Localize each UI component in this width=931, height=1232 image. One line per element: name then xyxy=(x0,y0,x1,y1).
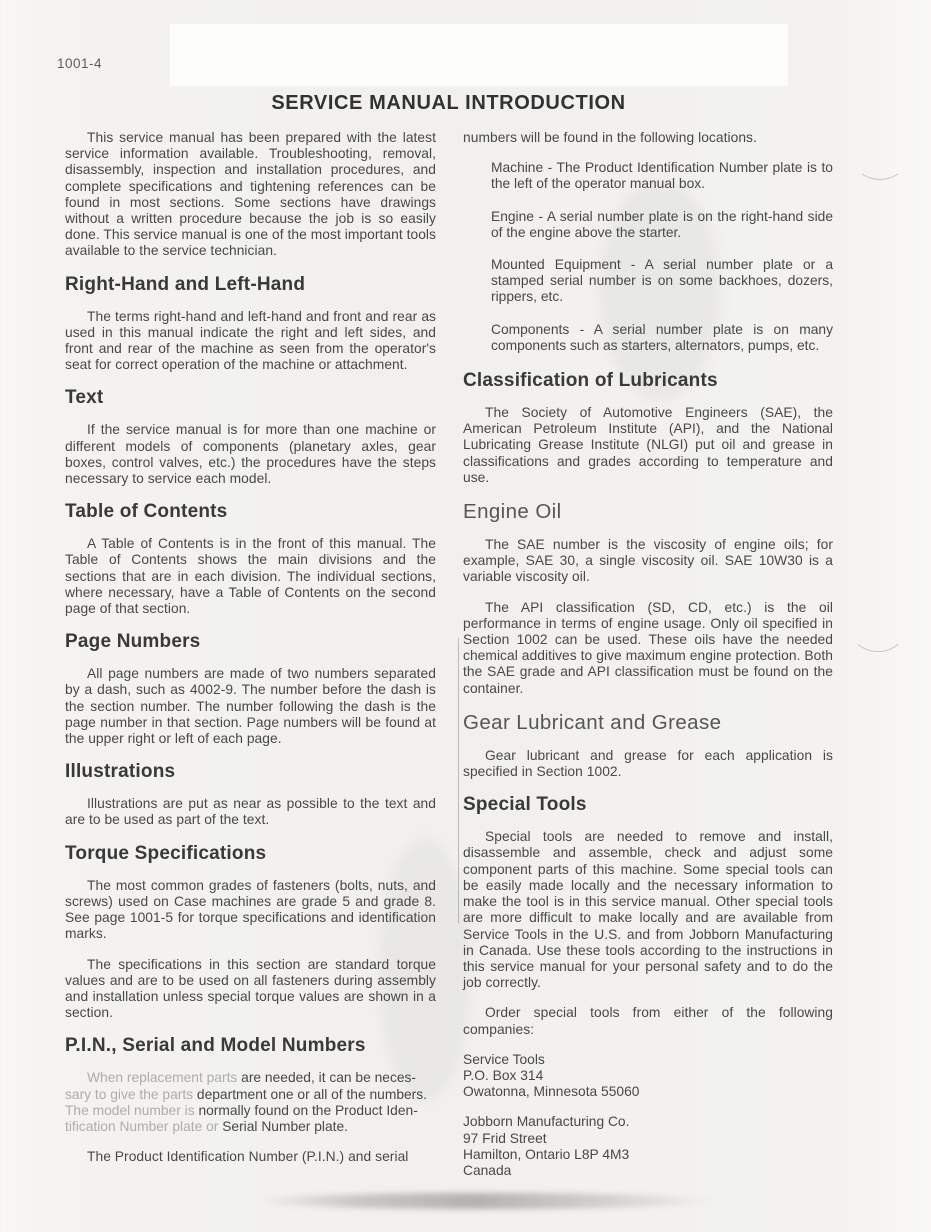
location-item-components: Components - A serial number plate is on many components such as starters, alternators, pumps, etc. xyxy=(491,321,833,353)
section-heading-special-tools: Special Tools xyxy=(463,794,587,816)
address-line: 97 Frid Street xyxy=(463,1130,547,1146)
address-line: Hamilton, Ontario L8P 4M3 xyxy=(463,1146,630,1162)
section-heading-lubricants: Classification of Lubricants xyxy=(463,370,718,392)
section-heading-torque: Torque Specifications xyxy=(65,842,267,864)
continuation-paragraph: numbers will be found in the following locations. xyxy=(463,130,757,145)
special-tools-paragraph-2: Order special tools from either of the following companies: xyxy=(463,1005,833,1037)
address-jobborn xyxy=(463,1114,833,1179)
page-number: 1001-4 xyxy=(57,56,103,71)
faded-text: tification Number plate or xyxy=(65,1118,219,1134)
address-line: Jobborn Manufacturing Co. xyxy=(463,1114,630,1130)
pin-line-text: are needed, it can be neces- xyxy=(237,1070,417,1086)
section-heading-text: Text xyxy=(65,387,104,409)
page-numbers-paragraph: All page numbers are made of two numbers separated by a dash, such as 4002-9. The number before the dash is the section number. The number following the dash is the page number in that section. Page numbers will be found at the upper right or left of each page. xyxy=(65,666,436,747)
left-column xyxy=(65,130,436,1179)
section-heading-engine-oil: Engine Oil xyxy=(463,500,562,524)
scan-white-patch xyxy=(170,24,788,86)
scan-smudge xyxy=(255,1193,715,1209)
illustrations-paragraph: Illustrations are put as near as possible to the text and are to be used as part of the text. xyxy=(65,796,436,828)
scan-fold-line xyxy=(458,638,459,923)
address-line: Service Tools xyxy=(463,1051,545,1067)
section-heading-gear-lubricant: Gear Lubricant and Grease xyxy=(463,710,722,734)
engine-oil-paragraph-2: The API classification (SD, CD, etc.) is the oil performance in terms of engine usage. Only oil specified in Section 1002 can be used. These oils have the needed chemical additives to give maximum engine protection. Both the SAE grade and API classification must be found on the container. xyxy=(463,599,833,696)
page-title: SERVICE MANUAL INTRODUCTION xyxy=(271,92,626,114)
section-heading-table-of-contents: Table of Contents xyxy=(65,501,228,523)
pin-line-text: normally found on the Product Iden- xyxy=(194,1102,418,1118)
pin-line-text: Serial Number plate. xyxy=(218,1118,348,1134)
lubricants-paragraph: The Society of Automotive Engineers (SAE), the American Petroleum Institute (API), and the National Lubricating Grease Institute (NLGI) put oil and grease in classifications and grades according to temperature and use. xyxy=(463,405,833,485)
pin-paragraph xyxy=(65,1070,436,1135)
location-item-machine: Machine - The Product Identification Number plate is to the left of the operator manual box. xyxy=(491,160,833,192)
address-line: Owatonna, Minnesota 55060 xyxy=(463,1084,640,1100)
torque-paragraph-1: The most common grades of fasteners (bolts, nuts, and screws) used on Case machines are grade 5 and grade 8. See page 1001-5 for torque specifications and identification marks. xyxy=(65,877,436,942)
scan-curl-mark xyxy=(856,146,904,180)
location-item-engine: Engine - A serial number plate is on the right-hand side of the engine above the starter. xyxy=(491,208,833,240)
toc-paragraph: A Table of Contents is in the front of this manual. The Table of Contents shows the main divisions and the sections that are in each division. The individual sections, where necessary, have a Table of Contents on the second page of that section. xyxy=(65,536,436,617)
right-hand-paragraph: The terms right-hand and left-hand and front and rear as used in this manual indicate the right and left sides, and front and rear of the machine as seen from the operator's seat for correct operation of the machine or attachment. xyxy=(65,308,436,373)
faded-text: sary to give the parts xyxy=(65,1086,194,1102)
torque-paragraph-2: The specifications in this section are standard torque values and are to be used on all fasteners during assembly and installation unless special torque values are shown in a section. xyxy=(65,956,436,1021)
section-heading-right-hand: Right-Hand and Left-Hand xyxy=(65,273,306,295)
faded-text: When replacement parts xyxy=(87,1070,238,1086)
section-heading-pin: P.I.N., Serial and Model Numbers xyxy=(65,1035,366,1057)
address-line: P.O. Box 314 xyxy=(463,1067,544,1083)
section-heading-illustrations: Illustrations xyxy=(65,761,176,783)
pin-paragraph-2: The Product Identification Number (P.I.N.) and serial xyxy=(87,1149,409,1165)
special-tools-paragraph-1: Special tools are needed to remove and install, disassemble and assemble, check and adjust some component parts of this machine. Some special tools can be easily made locally and the necessary information to make the tool is in this service manual. Other special tools are more difficult to make locally and are available from Service Tools in the U.S. and from Jobborn Manufacturing in Canada. Use these tools according to the instructions in this service manual for your personal safety and to do the job correctly. xyxy=(463,829,833,991)
address-service-tools xyxy=(463,1052,833,1101)
text-paragraph: If the service manual is for more than one machine or different models of components (planetary axles, gear boxes, control valves, etc.) the procedures have the steps necessary to service each model. xyxy=(65,422,436,487)
pin-line-text: department one or all of the numbers. xyxy=(193,1086,427,1102)
right-column xyxy=(463,130,833,1193)
engine-oil-paragraph-1: The SAE number is the viscosity of engine oils; for example, SAE 30, a single viscosity oil. SAE 10W30 is a variable viscosity oil. xyxy=(463,537,833,585)
faded-text: The model number is xyxy=(65,1102,195,1118)
scan-curl-mark xyxy=(850,606,906,652)
address-line: Canada xyxy=(463,1162,512,1178)
gear-lubricant-paragraph: Gear lubricant and grease for each application is specified in Section 1002. xyxy=(463,747,833,780)
intro-paragraph: This service manual has been prepared with the latest service information available. Troubleshooting, removal, disassembly, inspection and installation procedures, and complete specifications and tightening references can be found in most sections. Some sections have drawings without a written procedure because the job is so easily done. This service manual is one of the most important tools available to the service technician. xyxy=(65,130,436,259)
section-heading-page-numbers: Page Numbers xyxy=(65,631,201,653)
location-item-mounted-equipment: Mounted Equipment - A serial number plate or a stamped serial number is on some backhoes, dozers, rippers, etc. xyxy=(491,257,833,305)
